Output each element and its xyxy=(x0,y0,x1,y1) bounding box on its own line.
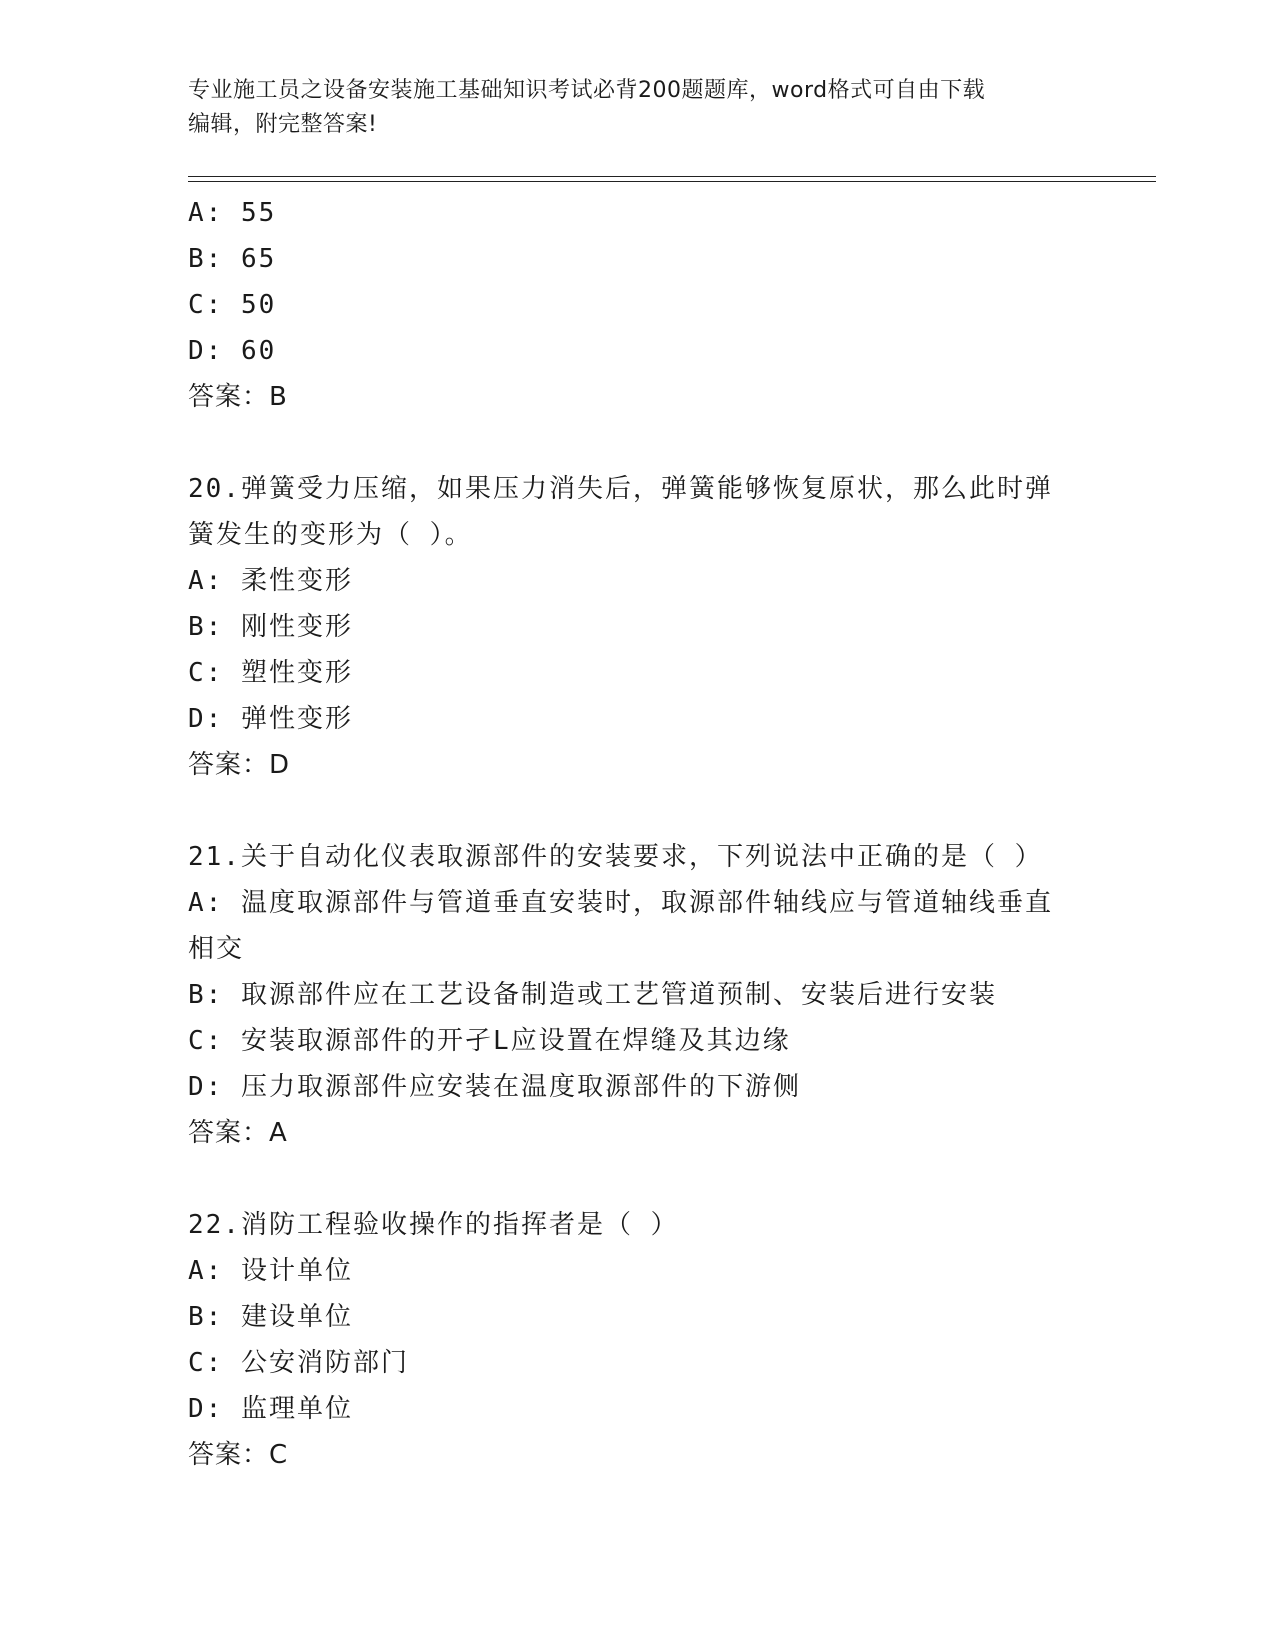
option-a: A: 柔性变形 xyxy=(188,566,353,596)
spacer xyxy=(188,788,1088,834)
answer-line: 答案：C xyxy=(188,1440,289,1470)
option-c: C: 50 xyxy=(188,290,277,320)
question-21 xyxy=(188,834,1088,1156)
option-d: D: 监理单位 xyxy=(188,1394,353,1424)
question-stem-line-2: 簧发生的变形为（ ）。 xyxy=(188,520,473,550)
header-divider-bottom xyxy=(188,181,1156,182)
question-20 xyxy=(188,466,1088,788)
answer-line: 答案：D xyxy=(188,750,291,780)
question-content xyxy=(188,190,1088,1478)
question-stem-line-1: 21.关于自动化仪表取源部件的安装要求，下列说法中正确的是（ ） xyxy=(188,842,1043,872)
header-line-2: 编辑，附完整答案! xyxy=(188,112,378,137)
option-b: B: 取源部件应在工艺设备制造或工艺管道预制、安装后进行安装 xyxy=(188,980,997,1010)
option-c: C: 安装取源部件的开孑L应设置在焊缝及其边缘 xyxy=(188,1026,791,1056)
question-stem-line-1: 20.弹簧受力压缩，如果压力消失后，弹簧能够恢复原状，那么此时弹 xyxy=(188,474,1053,504)
question-22 xyxy=(188,1202,1088,1478)
option-a: A: 设计单位 xyxy=(188,1256,353,1286)
question-stem-line-1: 22.消防工程验收操作的指挥者是（ ） xyxy=(188,1210,679,1240)
document-header xyxy=(188,74,1068,142)
option-c: C: 塑性变形 xyxy=(188,658,353,688)
option-a: A: 55 xyxy=(188,198,277,228)
option-d: D: 压力取源部件应安装在温度取源部件的下游侧 xyxy=(188,1072,801,1102)
option-b: B: 65 xyxy=(188,244,277,274)
spacer xyxy=(188,420,1088,466)
option-b: B: 刚性变形 xyxy=(188,612,353,642)
option-d: D: 60 xyxy=(188,336,277,366)
header-line-1: 专业施工员之设备安装施工基础知识考试必背200题题库，word格式可自由下载 xyxy=(188,78,986,103)
option-b: B: 建设单位 xyxy=(188,1302,353,1332)
question-19 xyxy=(188,190,1088,420)
option-a-line-1: A: 温度取源部件与管道垂直安装时，取源部件轴线应与管道轴线垂直 xyxy=(188,888,1053,918)
spacer xyxy=(188,1156,1088,1202)
option-d: D: 弹性变形 xyxy=(188,704,353,734)
header-divider-top xyxy=(188,176,1156,177)
option-c: C: 公安消防部门 xyxy=(188,1348,409,1378)
answer-line: 答案：A xyxy=(188,1118,288,1148)
answer-line: 答案：B xyxy=(188,382,288,412)
option-a-line-2: 相交 xyxy=(188,934,245,964)
